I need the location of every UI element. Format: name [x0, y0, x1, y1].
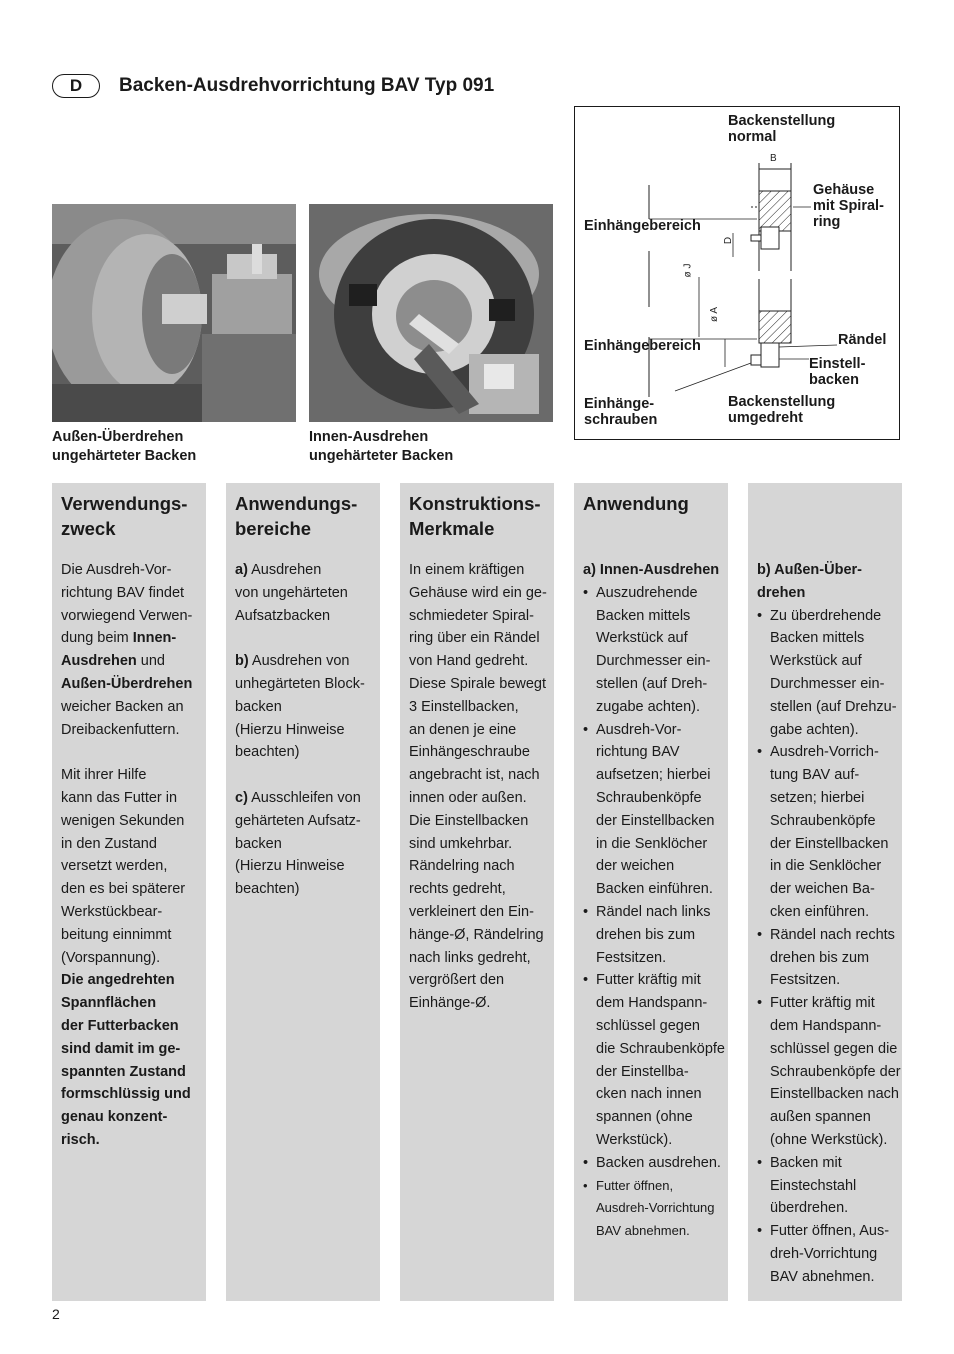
text-line: wenigen Sekunden: [61, 812, 185, 829]
text-run: Ausdreh-Vor-: [596, 721, 682, 738]
text-line: schlüssel gegen die: [770, 1040, 898, 1057]
text-line: [235, 787, 380, 810]
text-line: in die Senklöcher: [596, 835, 708, 852]
caption-line: ungehärteter Backen: [52, 448, 197, 464]
text-run: Rändel nach rechts: [770, 926, 895, 943]
photo-outer-caption: [52, 428, 196, 466]
column-heading: [235, 491, 380, 541]
caption-line: ungehärteter Backen: [309, 448, 454, 464]
diagram-label-raendel: Rändel: [838, 332, 887, 348]
text-line: Außen-Überdrehen: [61, 675, 193, 692]
heading-line: Merkmale: [409, 518, 495, 539]
text-line: versetzt werden,: [61, 858, 168, 875]
text-run: dung beim: [61, 630, 133, 647]
diagram-label-normal: [728, 113, 835, 145]
diagram-label-line: Backenstellung: [728, 394, 836, 410]
diagram-label-line: Gehäuse: [813, 182, 875, 198]
text-line: Schraubenköpfe: [770, 812, 876, 829]
diagram-label-line: mit Spiral-: [813, 198, 884, 214]
diagram-label-umgedreht: [728, 394, 835, 426]
text-run: Innen-: [132, 630, 177, 647]
text-run: Futter öffnen, Aus-: [770, 1223, 890, 1240]
text-line: ring über ein Rändel: [409, 630, 540, 647]
bullet-line: [583, 719, 728, 742]
photo-inner-caption: [309, 428, 453, 466]
text-line: Dreibackenfuttern.: [61, 721, 180, 738]
bullet-icon: •: [757, 607, 763, 624]
diagram-label-einhaenge-bottom: Einhängebereich: [584, 338, 701, 354]
text-line: überdrehen.: [770, 1200, 849, 1217]
text-line: Werkstück auf: [596, 630, 688, 647]
text-line: weicher Backen an: [61, 698, 184, 715]
bullet-icon: •: [583, 1177, 588, 1193]
heading-line: Anwendungs-: [235, 493, 358, 514]
text-line: [61, 627, 206, 650]
text-line: in den Zustand: [61, 835, 157, 852]
text-line: innen oder außen.: [409, 789, 527, 806]
diagram-label-schrauben: [584, 396, 657, 428]
text-line: dem Handspann-: [770, 1017, 882, 1034]
column-anwendung-innen: [574, 483, 728, 1301]
text-run: Ausdrehen: [247, 562, 322, 578]
text-line: genau konzent-: [61, 1109, 168, 1126]
diagram-label-einhaenge-top: Einhängebereich: [584, 218, 701, 234]
bullet-line: [583, 901, 728, 924]
diagram-label-line: Einhänge-: [584, 396, 655, 412]
text-line: schmiedeter Spiral-: [409, 607, 534, 624]
text-line: der Futterbacken: [61, 1017, 179, 1034]
text-line: [235, 650, 380, 673]
text-line: Festsitzen.: [596, 949, 667, 966]
text-line: Schraubenköpfe: [596, 789, 702, 806]
text-line: Schraubenköpfe der: [770, 1063, 901, 1080]
bullet-line: [757, 741, 902, 764]
text-run: a): [235, 562, 248, 578]
diagram-label-d: D: [723, 236, 735, 245]
text-line: richtung BAV findet: [61, 584, 185, 601]
text-line: risch.: [61, 1131, 100, 1148]
text-run: Ausschleifen von: [247, 789, 361, 806]
bullet-line: [757, 605, 902, 628]
text-run: Backen mit: [770, 1154, 842, 1171]
text-line: backen: [235, 835, 282, 852]
technical-diagram: [574, 106, 900, 440]
text-run: Ausdrehen von: [248, 653, 350, 670]
subheading-line: drehen: [757, 584, 806, 601]
text-line: spannen (ohne: [596, 1109, 693, 1126]
diagram-label-line: umgedreht: [728, 410, 803, 426]
text-line: Diese Spirale bewegt: [409, 675, 547, 692]
diagram-label-gehaeuse: [813, 182, 884, 230]
text-line: vergrößert den: [409, 972, 505, 989]
text-line: Einhänge-Ø.: [409, 995, 491, 1012]
text-line: Aufsatzbacken: [235, 607, 331, 624]
text-line: nach links gedreht,: [409, 949, 531, 966]
text-line: Einstechstahl: [770, 1177, 857, 1194]
text-line: Einstellbacken nach: [770, 1086, 899, 1103]
text-line: der Einstellbacken: [770, 835, 889, 852]
photo-inner-turning: [309, 204, 553, 422]
bullet-line: [757, 1152, 902, 1175]
text-line: richtung BAV: [596, 744, 680, 761]
text-line: schlüssel gegen: [596, 1017, 700, 1034]
bullet-line: [583, 582, 728, 605]
text-line: Backen mittels: [596, 607, 691, 624]
text-line: setzen; hierbei: [770, 789, 865, 806]
text-line: Rändelring nach: [409, 858, 515, 875]
text-line: cken einführen.: [770, 903, 870, 920]
text-line: beachten): [235, 881, 300, 898]
subheading-line: b) Außen-Über-: [757, 562, 862, 578]
text-run: Futter öffnen,: [596, 1177, 674, 1193]
text-line: Die angedrehten: [61, 972, 175, 989]
text-run: Zu überdrehende: [770, 607, 882, 624]
text-line: backen: [235, 698, 282, 715]
text-line: die Schraubenköpfe: [596, 1040, 725, 1057]
text-run: c): [235, 789, 248, 806]
text-line: rechts gedreht,: [409, 881, 506, 898]
text-line: (Vorspannung).: [61, 949, 161, 966]
bullet-line: [757, 992, 902, 1015]
text-line: tung BAV auf-: [770, 767, 860, 784]
bullet-icon: •: [583, 903, 589, 920]
text-line: vorwiegend Verwen-: [61, 607, 193, 624]
diagram-label-a: ø A: [709, 306, 721, 323]
text-line: der Einstellbacken: [596, 812, 715, 829]
diagram-label-j: ø J: [682, 263, 694, 278]
text-run: Ausdreh-Vorrich-: [770, 744, 879, 761]
diagram-label-line: ring: [813, 214, 841, 230]
column-verwendungszweck: [52, 483, 206, 1301]
diagram-label-b: B: [770, 153, 777, 164]
text-line: Spannflächen: [61, 995, 157, 1012]
language-badge: D: [52, 74, 100, 98]
text-run: Auszudrehende: [596, 584, 698, 601]
bullet-line: [757, 1220, 902, 1243]
text-run: Ausdrehen: [61, 653, 137, 670]
text-line: Werkstück).: [596, 1131, 673, 1148]
text-line: in die Senklöcher: [770, 858, 882, 875]
text-line: kann das Futter in: [61, 789, 178, 806]
column-heading: [583, 491, 728, 516]
text-line: (ohne Werkstück).: [770, 1131, 888, 1148]
diagram-label-line: normal: [728, 129, 777, 145]
bullet-icon: •: [583, 721, 589, 738]
text-line: dem Handspann-: [596, 995, 708, 1012]
diagram-label-einstellbacken: [809, 356, 865, 388]
text-line: Einhängeschraube: [409, 744, 530, 761]
heading-line: zweck: [61, 518, 116, 539]
text-line: stellen (auf Drehzu-: [770, 698, 897, 715]
text-line: der weichen Ba-: [770, 881, 875, 898]
column-body: [409, 559, 554, 1015]
column-body: [235, 559, 380, 901]
diagram-label-line: schrauben: [584, 412, 658, 428]
text-line: drehen bis zum: [596, 926, 696, 943]
caption-line: Innen-Ausdrehen: [309, 429, 429, 445]
text-line: stellen (auf Dreh-: [596, 675, 708, 692]
text-line: Gehäuse wird ein ge-: [409, 584, 547, 601]
heading-line: Konstruktions-: [409, 493, 541, 514]
text-line: Durchmesser ein-: [770, 675, 885, 692]
text-line: formschlüssig und: [61, 1086, 191, 1103]
text-line: aufsetzen; hierbei: [596, 767, 711, 784]
subheading-line: a) Innen-Ausdrehen: [583, 562, 720, 578]
text-run: b): [235, 653, 249, 670]
text-line: gehärteten Aufsatz-: [235, 812, 361, 829]
text-line: außen spannen: [770, 1109, 871, 1126]
bullet-line: [583, 1152, 728, 1175]
text-line: unhegärteten Block-: [235, 675, 365, 692]
text-line: Werkstückbear-: [61, 903, 163, 920]
text-line: Werkstück auf: [770, 653, 862, 670]
text-line: Mit ihrer Hilfe: [61, 767, 147, 784]
text-line: beitung einnimmt: [61, 926, 172, 943]
bullet-line: [583, 969, 728, 992]
text-line: spannten Zustand: [61, 1063, 186, 1080]
bullet-icon: •: [583, 1154, 589, 1171]
text-line: [61, 650, 206, 673]
diagram-label-line: backen: [809, 372, 859, 388]
text-line: (Hierzu Hinweise: [235, 721, 345, 738]
bullet-icon: •: [583, 584, 589, 601]
page-title: Backen-Ausdrehvorrichtung BAV Typ 091: [119, 75, 495, 96]
text-line: Die Einstellbacken: [409, 812, 529, 829]
bullet-line: [757, 924, 902, 947]
column-anwendung-aussen: [748, 483, 902, 1301]
text-line: Backen einführen.: [596, 881, 713, 898]
text-line: BAV abnehmen.: [596, 1223, 690, 1239]
text-line: von Hand gedreht.: [409, 653, 529, 670]
text-line: Ausdreh-Vorrichtung: [596, 1200, 715, 1216]
text-line: cken nach innen: [596, 1086, 702, 1103]
bullet-icon: •: [757, 1154, 763, 1171]
text-line: BAV abnehmen.: [770, 1268, 875, 1285]
text-line: verkleinert den Ein-: [409, 903, 534, 920]
text-line: (Hierzu Hinweise: [235, 858, 345, 875]
bullet-icon: •: [583, 972, 589, 989]
text-line: den es bei späterer: [61, 881, 186, 898]
text-line: sind damit im ge-: [61, 1040, 181, 1057]
text-run: Futter kräftig mit: [596, 972, 701, 989]
column-heading: [409, 491, 554, 541]
text-line: drehen bis zum: [770, 949, 870, 966]
text-line: gabe achten).: [770, 721, 859, 738]
text-line: angebracht ist, nach: [409, 767, 540, 784]
text-line: der Einstellba-: [596, 1063, 689, 1080]
text-line: sind umkehrbar.: [409, 835, 513, 852]
text-line: hänge-Ø, Rändelring: [409, 926, 544, 943]
text-run: Backen ausdrehen.: [596, 1154, 721, 1171]
column-body: [583, 559, 728, 1243]
bullet-icon: •: [757, 1223, 763, 1240]
caption-line: Außen-Überdrehen: [52, 429, 184, 445]
text-run: Futter kräftig mit: [770, 995, 875, 1012]
text-line: der weichen: [596, 858, 675, 875]
text-line: Festsitzen.: [770, 972, 841, 989]
column-heading: [61, 491, 206, 541]
bullet-icon: •: [757, 926, 763, 943]
bullet-icon: •: [757, 744, 763, 761]
text-run: und: [136, 653, 165, 670]
text-line: Die Ausdreh-Vor-: [61, 562, 172, 578]
text-line: an denen je eine: [409, 721, 517, 738]
column-body: [757, 559, 902, 1289]
diagram-label-line: Backenstellung: [728, 113, 836, 129]
text-line: [235, 559, 380, 582]
diagram-label-line: Einstell-: [809, 356, 866, 372]
heading-line: Verwendungs-: [61, 493, 188, 514]
text-line: zugabe achten).: [596, 698, 700, 715]
text-run: Rändel nach links: [596, 903, 711, 920]
text-line: von ungehärteten: [235, 584, 348, 601]
bullet-line: [583, 1175, 728, 1198]
column-konstruktionsmerkmale: [400, 483, 554, 1301]
page-number: 2: [52, 1306, 60, 1322]
photo-outer-turning: [52, 204, 296, 422]
heading-line: bereiche: [235, 518, 312, 539]
text-line: Durchmesser ein-: [596, 653, 711, 670]
text-line: 3 Einstellbacken,: [409, 698, 519, 715]
column-anwendungsbereiche: [226, 483, 380, 1301]
heading-line: Anwendung: [583, 493, 689, 514]
text-line: Backen mittels: [770, 630, 865, 647]
text-line: beachten): [235, 744, 300, 761]
text-line: dreh-Vorrichtung: [770, 1245, 878, 1262]
bullet-icon: •: [757, 995, 763, 1012]
column-body: [61, 559, 206, 1152]
text-line: In einem kräftigen: [409, 562, 525, 578]
